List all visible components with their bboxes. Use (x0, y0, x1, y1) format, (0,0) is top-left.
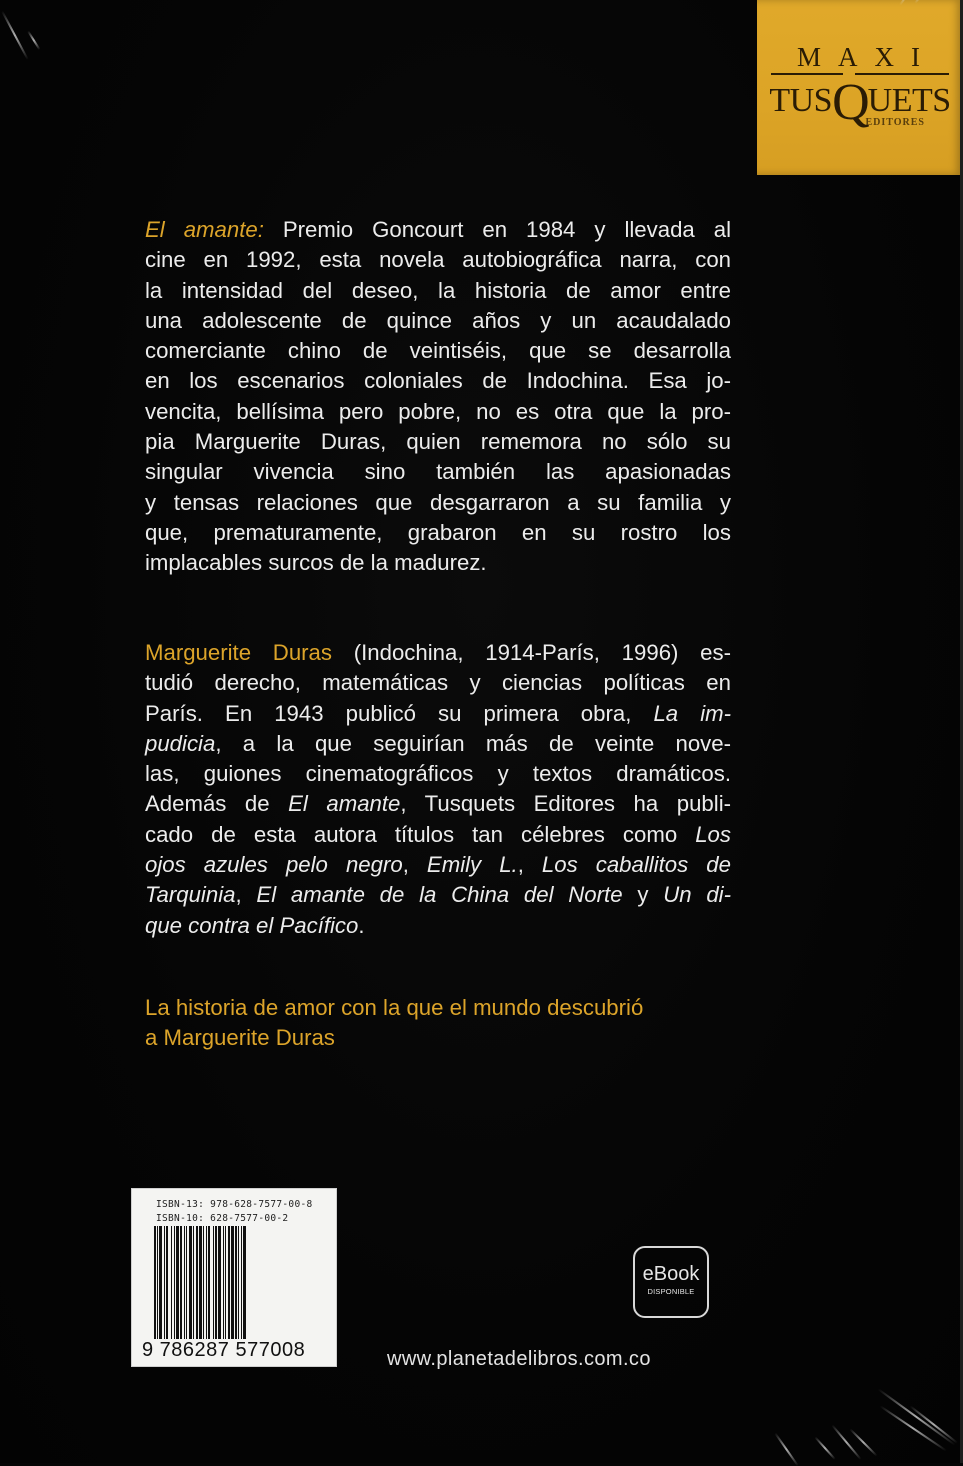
synopsis-line: implacables surcos de la madurez. (145, 550, 487, 576)
logo-series-label: MAXI (797, 42, 937, 72)
tagline-line: La historia de amor con la que el mundo descubrió (145, 995, 644, 1020)
synopsis-line: pia Marguerite Duras, quien rememora no sólo su (145, 429, 731, 455)
bio-line: las, guiones cinematográficos y textos dramáticos. (145, 761, 731, 787)
synopsis-line: y tensas relaciones que desgarraron a su familia y (145, 489, 731, 515)
synopsis-line: en los escenarios coloniales de Indochina. Esa jo- (145, 368, 731, 394)
isbn-barcode (131, 1188, 337, 1367)
bio-line: tudió derecho, matemáticas y ciencias políticas en (145, 670, 731, 696)
bio-line: ojos azules pelo negro, Emily L., Los caballitos de (145, 852, 731, 878)
bio-line: Marguerite Duras (Indochina, 1914-París, 1996) es- (145, 640, 731, 665)
bio-line: Tarquinia, El amante de la China del Norte y Un di- (145, 882, 731, 908)
ebook-available-badge (633, 1246, 709, 1318)
synopsis-line: comerciante chino de veintiséis, que se desarrolla (145, 338, 731, 364)
synopsis-line: cine en 1992, esta novela autobiográfica narra, con (145, 247, 731, 273)
tagline-line: a Marguerite Duras (145, 1025, 335, 1051)
publisher-website: www.planetadelibros.com.co (387, 1348, 651, 1370)
bio-line: Además de El amante, Tusquets Editores ha publi- (145, 791, 732, 817)
bio-line: que contra el Pacífico. (145, 912, 365, 938)
bio-line: cado de esta autora títulos tan célebres como Los (145, 821, 731, 847)
synopsis-line: singular vivencia sino también las apasionadas (145, 459, 731, 485)
isbn13-label: ISBN-13: 978-628-7577-00-8 (156, 1199, 313, 1210)
publisher-logo (757, 0, 963, 175)
isbn10-label: ISBN-10: 628-7577-00-2 (156, 1213, 289, 1224)
tagline (145, 993, 731, 1054)
synopsis-line: una adolescente de quince años y un acaudalado (145, 307, 731, 333)
barcode-bars (154, 1226, 324, 1346)
author-name-accent: Marguerite Duras (145, 640, 332, 665)
synopsis-line: que, prematuramente, grabaron en su rostro los (145, 519, 731, 545)
ebook-badge-subtitle: DISPONIBLE (647, 1287, 695, 1296)
logo-publisher-name: TUSQUETS (769, 74, 951, 131)
book-title-accent: El amante: (145, 217, 264, 242)
logo-imprint-label: EDITORES (865, 117, 925, 128)
author-bio-paragraph (145, 638, 731, 941)
logo-rule-right (855, 73, 949, 75)
synopsis-line: vencita, bellísima pero pobre, no es otra que la pro- (145, 398, 731, 424)
ebook-badge-title: eBook (642, 1263, 700, 1285)
synopsis-line: El amante: Premio Goncourt en 1984 y llevada al (145, 217, 732, 242)
synopsis-line: la intensidad del deseo, la historia de amor entre (145, 277, 731, 303)
synopsis-paragraph (145, 215, 731, 579)
barcode-digits: 9 786287 577008 (142, 1339, 306, 1361)
bio-line: París. En 1943 publicó su primera obra, La im- (145, 700, 731, 726)
bio-line: pudicia, a la que seguirían más de veinte nove- (145, 730, 731, 756)
